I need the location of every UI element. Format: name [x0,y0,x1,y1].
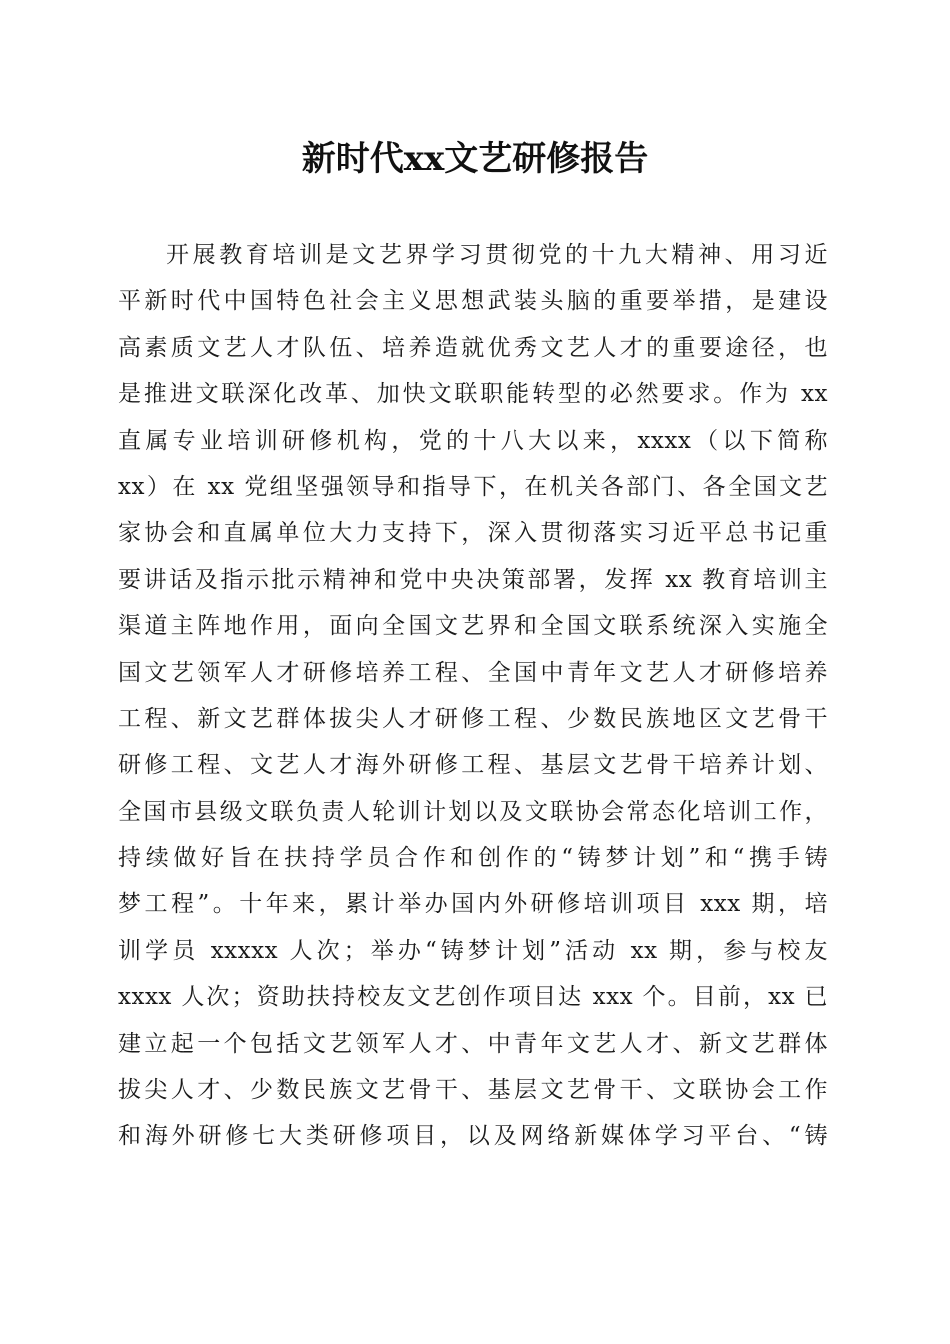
paragraph-line: 工程、新文艺群体拔尖人才研修工程、少数民族地区文艺骨干 [118,705,828,732]
paragraph-line: 直属专业培训研修机构，党的十八大以来，xxxx（以下简称 [118,427,828,454]
paragraph-line: 高素质文艺人才队伍、培养造就优秀文艺人才的重要途径，也 [118,334,828,361]
document-title: 新时代xx文艺研修报告 [301,139,649,179]
paragraph-line: 家协会和直属单位大力支持下，深入贯彻落实习近平总书记重 [118,520,828,547]
paragraph-line: 要讲话及指示批示精神和党中央决策部署，发挥 xx 教育培训主 [118,566,828,593]
paragraph-line: 持续做好旨在扶持学员合作和创作的“铸梦计划”和“携手铸 [118,845,828,872]
paragraph-line: 国文艺领军人才研修培养工程、全国中青年文艺人才研修培养 [118,659,828,686]
document-paragraph [118,232,828,1160]
paragraph-line: 训学员 xxxxx 人次；举办“铸梦计划”活动 xx 期，参与校友 [118,937,828,964]
paragraph-line: 建立起一个包括文艺领军人才、中青年文艺人才、新文艺群体 [118,1030,828,1057]
paragraph-line: 全国市县级文联负责人轮训计划以及文联协会常态化培训工作， [118,798,828,825]
paragraph-line: 拔尖人才、少数民族文艺骨干、基层文艺骨干、文联协会工作 [118,1077,828,1104]
paragraph-line: 研修工程、文艺人才海外研修工程、基层文艺骨干培养计划、 [118,752,828,779]
paragraph-line: xxxx 人次；资助扶持校友文艺创作项目达 xxx 个。目前，xx 已 [118,984,828,1011]
paragraph-line: 平新时代中国特色社会主义思想武装头脑的重要举措，是建设 [118,288,828,315]
paragraph-line: xx）在 xx 党组坚强领导和指导下，在机关各部门、各全国文艺 [118,473,828,500]
paragraph-line: 和海外研修七大类研修项目，以及网络新媒体学习平台、“铸 [118,1123,828,1150]
paragraph-line: 开展教育培训是文艺界学习贯彻党的十九大精神、用习近 [166,242,828,268]
paragraph-line: 是推进文联深化改革、加快文联职能转型的必然要求。作为 xx [118,381,828,408]
paragraph-line: 梦工程”。十年来，累计举办国内外研修培训项目 xxx 期，培 [118,891,828,918]
paragraph-line: 渠道主阵地作用，面向全国文艺界和全国文联系统深入实施全 [118,613,828,640]
